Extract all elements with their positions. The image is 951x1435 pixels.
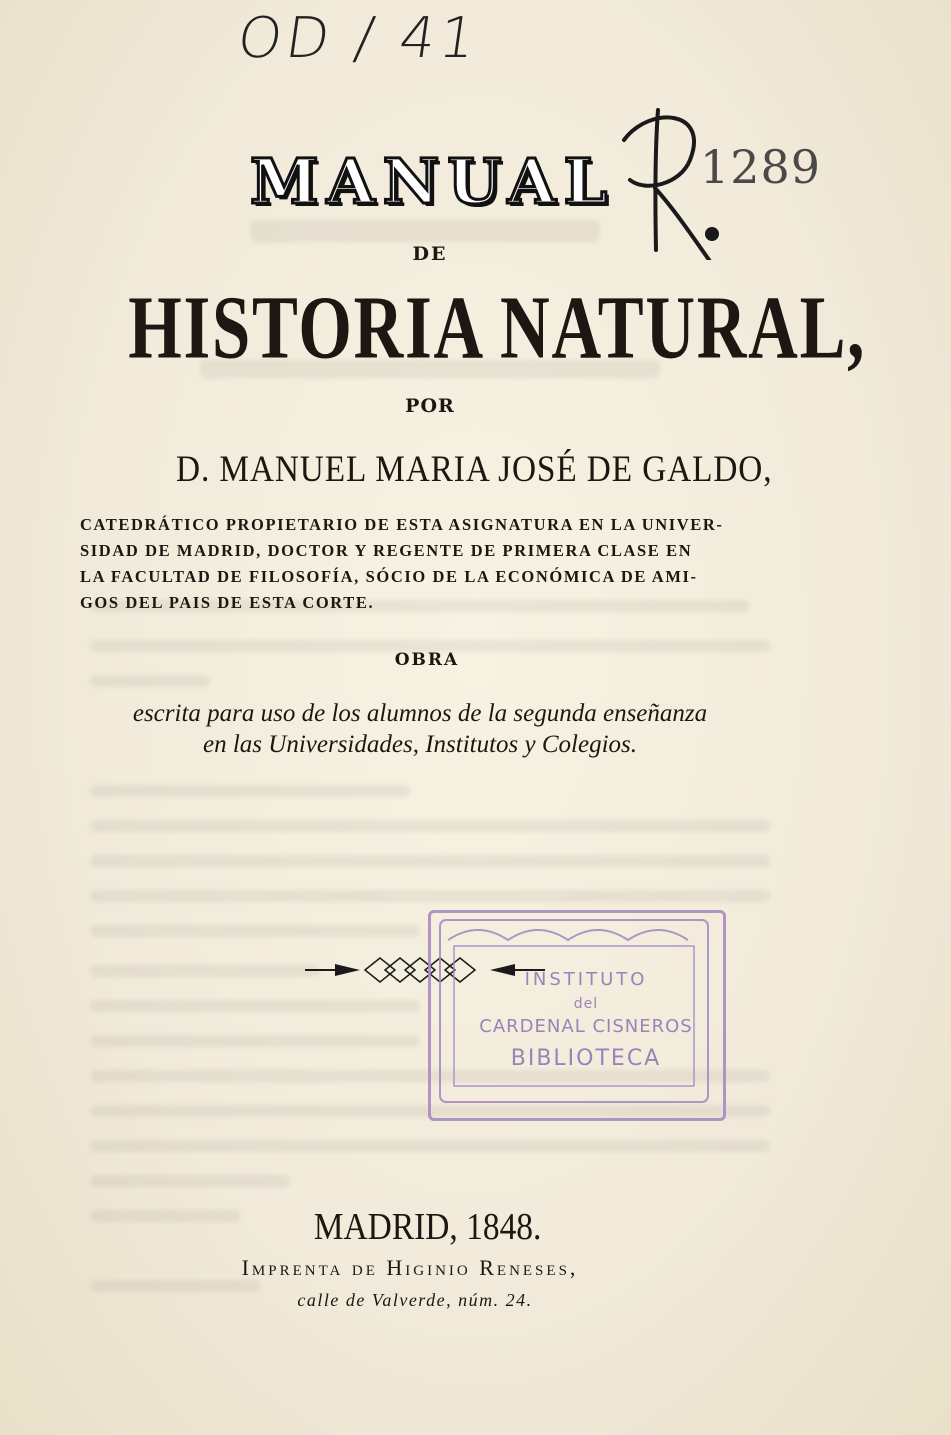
credentials-line: SIDAD DE MADRID, DOCTOR Y REGENTE DE PRIMERA CLASE EN (80, 541, 693, 560)
author-name: D. MANUEL MARIA JOSÉ DE GALDO, (176, 449, 773, 490)
stamped-number: 1289 (700, 140, 822, 194)
stamp-line-cardinal: CARDENAL CISNEROS (479, 1016, 693, 1037)
credentials-line: LA FACULTAD DE FILOSOFÍA, SÓCIO DE LA ECONÓMICA DE AMI- (80, 567, 698, 586)
purpose-line: en las Universidades, Institutos y Colegios. (203, 731, 637, 758)
credentials-line: CATEDRÁTICO PROPIETARIO DE ESTA ASIGNATURA EN LA UNIVER- (80, 515, 724, 534)
handwritten-call-number: OD / 41 (233, 6, 484, 71)
library-stamp (428, 910, 726, 1121)
title-subject: HISTORIA NATURAL, (128, 279, 867, 378)
printer-address: calle de Valverde, núm. 24. (297, 1290, 533, 1310)
title-connector: DE (412, 243, 448, 265)
stamp-line-del: del (573, 996, 599, 1012)
title-manual: MANUAL (250, 145, 616, 218)
handwritten-r-mark (610, 100, 740, 260)
stamp-line-library: BIBLIOTECA (510, 1046, 662, 1071)
stamp-line-institute: INSTITUTO (524, 969, 648, 990)
work-label: OBRA (394, 650, 460, 670)
author-credentials (80, 512, 764, 616)
by-label: POR (405, 395, 455, 417)
place-year: MADRID, 1848. (313, 1206, 542, 1248)
purpose-line: escrita para uso de los alumnos de la segunda enseñanza (132, 700, 708, 727)
credentials-line: GOS DEL PAIS DE ESTA CORTE. (80, 593, 375, 612)
printer: Imprenta de Higinio Reneses, (241, 1255, 579, 1280)
